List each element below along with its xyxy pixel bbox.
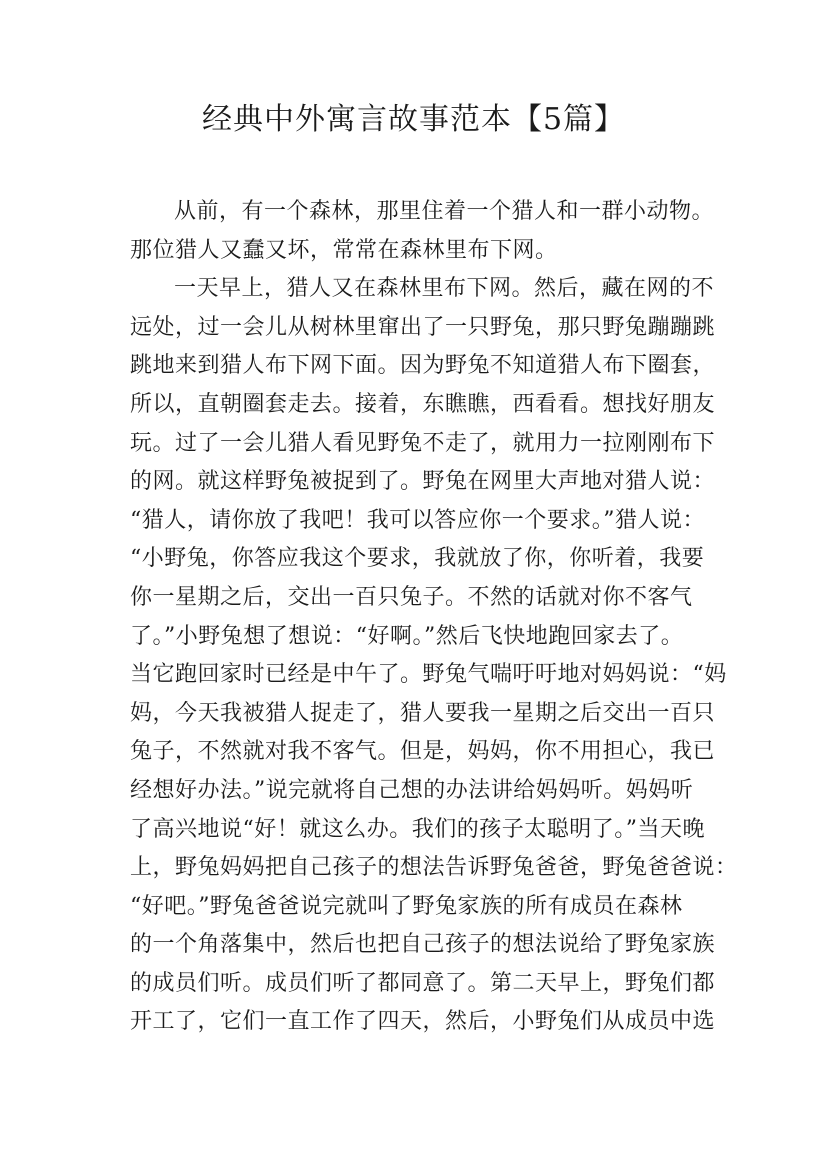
- paragraph-line: 你一星期之后，交出一百只兔子。不然的话就对你不客气: [130, 584, 693, 610]
- paragraph-line: 经想好办法。”说完就将自己想的办法讲给妈妈听。妈妈听: [130, 777, 694, 803]
- paragraph-line: 妈，今天我被猎人捉走了，猎人要我一星期之后交出一百只: [130, 700, 716, 726]
- paragraph-line: 的成员们听。成员们听了都同意了。第二天早上，野兔们都: [130, 970, 716, 996]
- paragraph-line: 的网。就这样野兔被捉到了。野兔在网里大声地对猎人说：: [130, 469, 716, 495]
- paragraph-line: 兔子，不然就对我不客气。但是，妈妈，你不用担心，我已: [130, 739, 716, 765]
- paragraph-line: 上，野兔妈妈把自己孩子的想法告诉野兔爸爸，野兔爸爸说：: [130, 855, 738, 881]
- paragraph-line: 玩。过了一会儿猎人看见野兔不走了，就用力一拉刚刚布下: [130, 430, 716, 456]
- paragraph-line: 所以，直朝圈套走去。接着，东瞧瞧，西看看。想找好朋友: [130, 391, 716, 417]
- paragraph-line: 了高兴地说“好！就这么办。我们的孩子太聪明了。”当天晚: [130, 816, 705, 842]
- paragraph-line: 从前，有一个森林，那里住着一个猎人和一群小动物。: [174, 199, 715, 224]
- paragraph-line: “好吧。”野兔爸爸说完就叫了野兔家族的所有成员在森林: [130, 893, 683, 919]
- page-title: 经典中外寓言故事范本【5篇】: [201, 102, 626, 137]
- paragraph-line: 了。”小野兔想了想说：“好啊。”然后飞快地跑回家去了。: [130, 623, 684, 649]
- document-body: [130, 193, 738, 1042]
- paragraph-line: 一天早上，猎人又在森林里布下网。然后，藏在网的不: [174, 276, 715, 302]
- paragraph-line: 跳地来到猎人布下网下面。因为野兔不知道猎人布下圈套，: [130, 353, 716, 379]
- paragraph-line: 远处，过一会儿从树林里窜出了一只野兔，那只野兔蹦蹦跳: [130, 314, 716, 340]
- paragraph-line: 当它跑回家时已经是中午了。野兔气喘吁吁地对妈妈说：“妈: [130, 662, 727, 688]
- paragraph-line: “猎人，请你放了我吧！我可以答应你一个要求。”猎人说：: [130, 507, 705, 533]
- paragraph-line: 那位猎人又蠢又坏，常常在森林里布下网。: [130, 237, 558, 263]
- paragraph-line: 的一个角落集中，然后也把自己孩子的想法说给了野兔家族: [130, 932, 716, 958]
- paragraph-line: 开工了，它们一直工作了四天，然后，小野兔们从成员中选: [130, 1009, 716, 1035]
- paragraph-line: “小野兔，你答应我这个要求，我就放了你，你听着，我要: [130, 546, 705, 572]
